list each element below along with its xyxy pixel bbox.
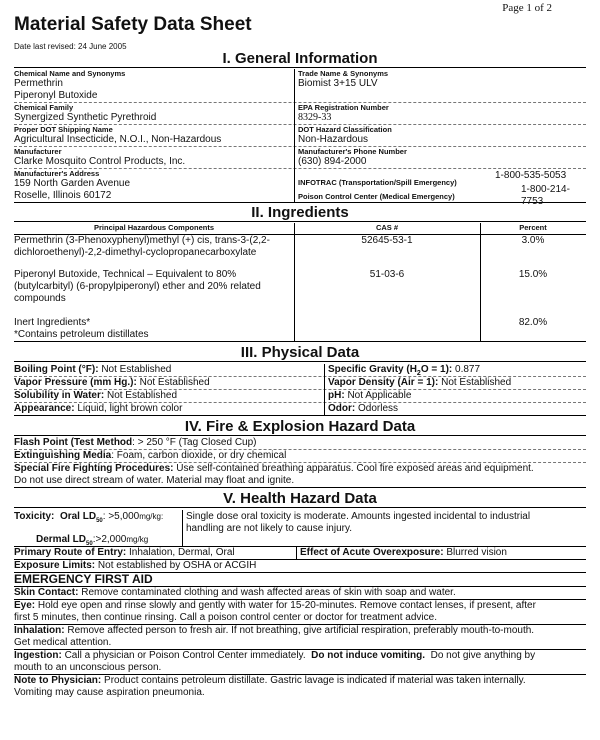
dot-name-value: Agricultural Insecticide, N.O.I., Non-Hazardous [14, 134, 222, 145]
section-fire-heading: IV. Fire & Explosion Hazard Data [14, 418, 586, 436]
infotrac-phone: 1-800-535-5053 [495, 170, 567, 181]
boiling-value: Not Established [101, 364, 172, 375]
poison-control-phone: 1-800-214-7753 [521, 184, 570, 207]
dot-class-label: DOT Hazard Classification [298, 125, 392, 134]
ingredient-name-line: Inert Ingredients* [14, 317, 91, 328]
exposure-limits-value: Not established by OSHA or ACGIH [97, 560, 257, 571]
specific-gravity-value: 0.877 [455, 364, 481, 375]
appearance-value: Liquid, light brown color [77, 403, 183, 414]
flash-point-label: Flash Point (Test Method [14, 437, 133, 448]
row-inhalation [14, 625, 586, 650]
solubility-value: Not Established [106, 390, 178, 401]
eye-value-2: first 5 minutes, then continue rinsing. Call a poison control center or doctor for treatment advice. [14, 612, 437, 623]
skin-contact-value: Remove contaminated clothing and wash affected areas of skin with soap and water. [81, 587, 456, 598]
overexposure-label: Effect of Acute Overexposure: [300, 547, 444, 558]
percent-header: Percent [519, 223, 547, 232]
ingredient-name-line: *Contains petroleum distillates [14, 329, 149, 340]
dot-class-value: Non-Hazardous [298, 134, 369, 145]
epa-value: 8329-33 [298, 112, 332, 123]
eye-value: Hold eye open and rinse slowly and gently with water for 15-20-minutes. Remove contact lenses, if present, after [35, 600, 536, 611]
ingredient-name-line: compounds [14, 293, 66, 304]
ingredient-percent: 82.0% [518, 317, 548, 328]
row-dot [14, 125, 586, 147]
address-line-2: Roselle, Illinois 60172 [14, 190, 112, 201]
row-eye [14, 600, 586, 625]
address-label: Manufacturer's Address [14, 169, 100, 178]
ingestion-label: Ingestion: [14, 650, 62, 661]
ingredient-cas: 51-03-6 [369, 269, 405, 280]
ingredient-name-line: dichloroethenyl)-2,2-dimethyl-cyclopropanecarboxylate [14, 247, 257, 258]
ingredient-percent: 3.0% [521, 235, 545, 246]
section-general-heading: I. General Information [14, 50, 586, 68]
document-title: Material Safety Data Sheet [14, 14, 252, 35]
inhalation-value: Remove affected person to fresh air. If not breathing, give artificial respiration, preferably mouth-to-mouth. [67, 625, 535, 636]
row-ingestion [14, 650, 586, 675]
dot-name-label: Proper DOT Shipping Name [14, 125, 113, 134]
note-value: Product contains petroleum distillate. Gastric lavage is indicated if material was taken internally. [104, 675, 526, 686]
chem-name-1: Permethrin [14, 78, 63, 89]
row-boiling [14, 364, 586, 377]
vapor-density-label: Vapor Density (Air = 1): [328, 377, 439, 388]
note-value-2: Vomiting may cause aspiration pneumonia. [14, 687, 205, 698]
row-manufacturer [14, 147, 586, 169]
row-route-of-entry [14, 547, 586, 560]
poison-control-label: Poison Control Center (Medical Emergency) [298, 192, 455, 201]
ingredient-name-line: (butylcarbityl) (6-propylpiperonyl) ether and 20% related [14, 281, 261, 292]
section-physical-heading: III. Physical Data [14, 344, 586, 362]
cas-header: CAS # [375, 223, 399, 232]
page-number: Page 1 of 2 [502, 2, 552, 14]
flash-point-value: : > 250 °F (Tag Closed Cup) [132, 437, 257, 448]
trade-name-label: Trade Name & Synonyms [298, 69, 389, 78]
manufacturer-value: Clarke Mosquito Control Products, Inc. [14, 156, 186, 167]
family-label: Chemical Family [14, 103, 74, 112]
ingredient-name-line: Permethrin (3-Phenoxyphenyl)methyl (+) cis, trans-3-(2,2- [14, 235, 270, 246]
toxicity-description-1: Single dose oral toxicity is moderate. Amounts ingested incidental to industrial [186, 511, 531, 522]
general-divider [294, 69, 295, 203]
eye-label: Eye: [14, 600, 36, 611]
address-line-1: 159 North Garden Avenue [14, 178, 131, 189]
epa-label: EPA Registration Number [298, 103, 389, 112]
row-address [14, 169, 586, 207]
components-header: Principal Hazardous Components [93, 223, 215, 232]
oral-ld50-unit: mg/kg: [139, 512, 164, 521]
row-flash-point [14, 437, 586, 450]
row-note-to-physician [14, 675, 586, 699]
appearance-label: Appearance: [14, 403, 75, 414]
dermal-ld50-label: Dermal $LD_{50}$ [36, 534, 93, 547]
inhalation-label: Inhalation: [14, 625, 65, 636]
ingestion-value: Call a physician or Poison Control Center immediately. [64, 650, 306, 661]
chem-name-label: Chemical Name and Synonyms [14, 69, 126, 78]
ph-label: pH: [328, 390, 345, 401]
exposure-limits-label: Exposure Limits: [14, 560, 96, 571]
solubility-label: Solubility in Water: [14, 390, 105, 401]
inhalation-value-2: Get medical attention. [14, 637, 112, 648]
skin-contact-label: Skin Contact: [14, 587, 79, 598]
extinguishing-label: Extinguishing Media [14, 450, 112, 461]
note-label: Note to Physician: [14, 675, 102, 686]
toxicity-divider [182, 510, 183, 546]
overexposure-value: Blurred vision [446, 547, 507, 558]
oral-ld50-value: : >5,000 [102, 511, 140, 522]
odor-value: Odorless [358, 403, 399, 414]
extinguishing-value: : Foam, carbon dioxide, or dry chemical [111, 450, 287, 461]
ingredient-percent: 15.0% [518, 269, 548, 280]
row-chemical-name [14, 69, 586, 103]
physical-divider [324, 364, 325, 416]
oral-ld50-label: Oral $LD_{50}$ [59, 511, 103, 524]
odor-label: Odor: [328, 403, 356, 414]
mfr-phone-label: Manufacturer's Phone Number [298, 147, 407, 156]
row-first-aid-heading [14, 573, 586, 587]
vapor-pressure-value: Not Established [139, 377, 210, 388]
chem-name-2: Piperonyl Butoxide [14, 90, 98, 101]
toxicity-label: Toxicity: [14, 511, 55, 522]
ingestion-value-2: mouth to an unconscious person. [14, 662, 162, 673]
route-divider [296, 547, 297, 559]
route-label: Primary Route of Entry: [14, 547, 127, 558]
ingestion-value-b: Do not give anything by [430, 650, 536, 661]
section-health-heading: V. Health Hazard Data [14, 490, 586, 508]
route-value: Inhalation, Dermal, Oral [129, 547, 235, 558]
row-vapor [14, 377, 586, 390]
family-value: Synergized Synthetic Pyrethroid [14, 112, 157, 123]
infotrac-label: INFOTRAC (Transportation/Spill Emergency) [298, 178, 457, 187]
dermal-ld50-unit: mg/kg [126, 535, 149, 544]
row-solubility [14, 390, 586, 403]
ingredient-cas: 52645-53-1 [361, 235, 413, 246]
row-appearance [14, 403, 586, 416]
special-procedures-value-2: Do not use direct stream of water. Material may float and ignite. [14, 475, 295, 486]
vapor-density-value: Not Established [441, 377, 512, 388]
section-ingredients-heading: II. Ingredients [14, 204, 586, 222]
ingredient-name-line: Piperonyl Butoxide, Technical – Equivalent to 80% [14, 269, 237, 280]
ph-value: Not Applicable [347, 390, 412, 401]
row-special-procedures [14, 463, 586, 488]
row-extinguishing [14, 450, 586, 463]
row-chemical-family [14, 103, 586, 125]
dermal-ld50-value: :>2,000 [92, 534, 127, 545]
ingestion-warning: Do not induce vomiting. [311, 650, 426, 661]
row-skin-contact [14, 587, 586, 600]
specific-gravity-label: Specific Gravity $(H_2O = 1)$: [328, 364, 453, 377]
mfr-phone-value: (630) 894-2000 [298, 156, 367, 167]
manufacturer-label: Manufacturer [14, 147, 62, 156]
first-aid-heading: EMERGENCY FIRST AID [14, 572, 153, 586]
boiling-label: Boiling Point (°F): [14, 364, 99, 375]
ingredients-table [14, 223, 586, 342]
toxicity-description-2: handling are not likely to cause injury. [186, 523, 353, 534]
date-revised: Date last revised: 24 June 2005 [14, 42, 127, 51]
trade-name-value: Biomist 3+15 ULV [298, 78, 378, 89]
special-procedures-label: Special Fire Fighting Procedures: [14, 463, 174, 474]
row-toxicity [14, 510, 586, 547]
vapor-pressure-label: Vapor Pressure (mm Hg.): [14, 377, 137, 388]
special-procedures-value: Use self-contained breathing apparatus. Cool fire exposed areas and equipment. [176, 463, 534, 474]
